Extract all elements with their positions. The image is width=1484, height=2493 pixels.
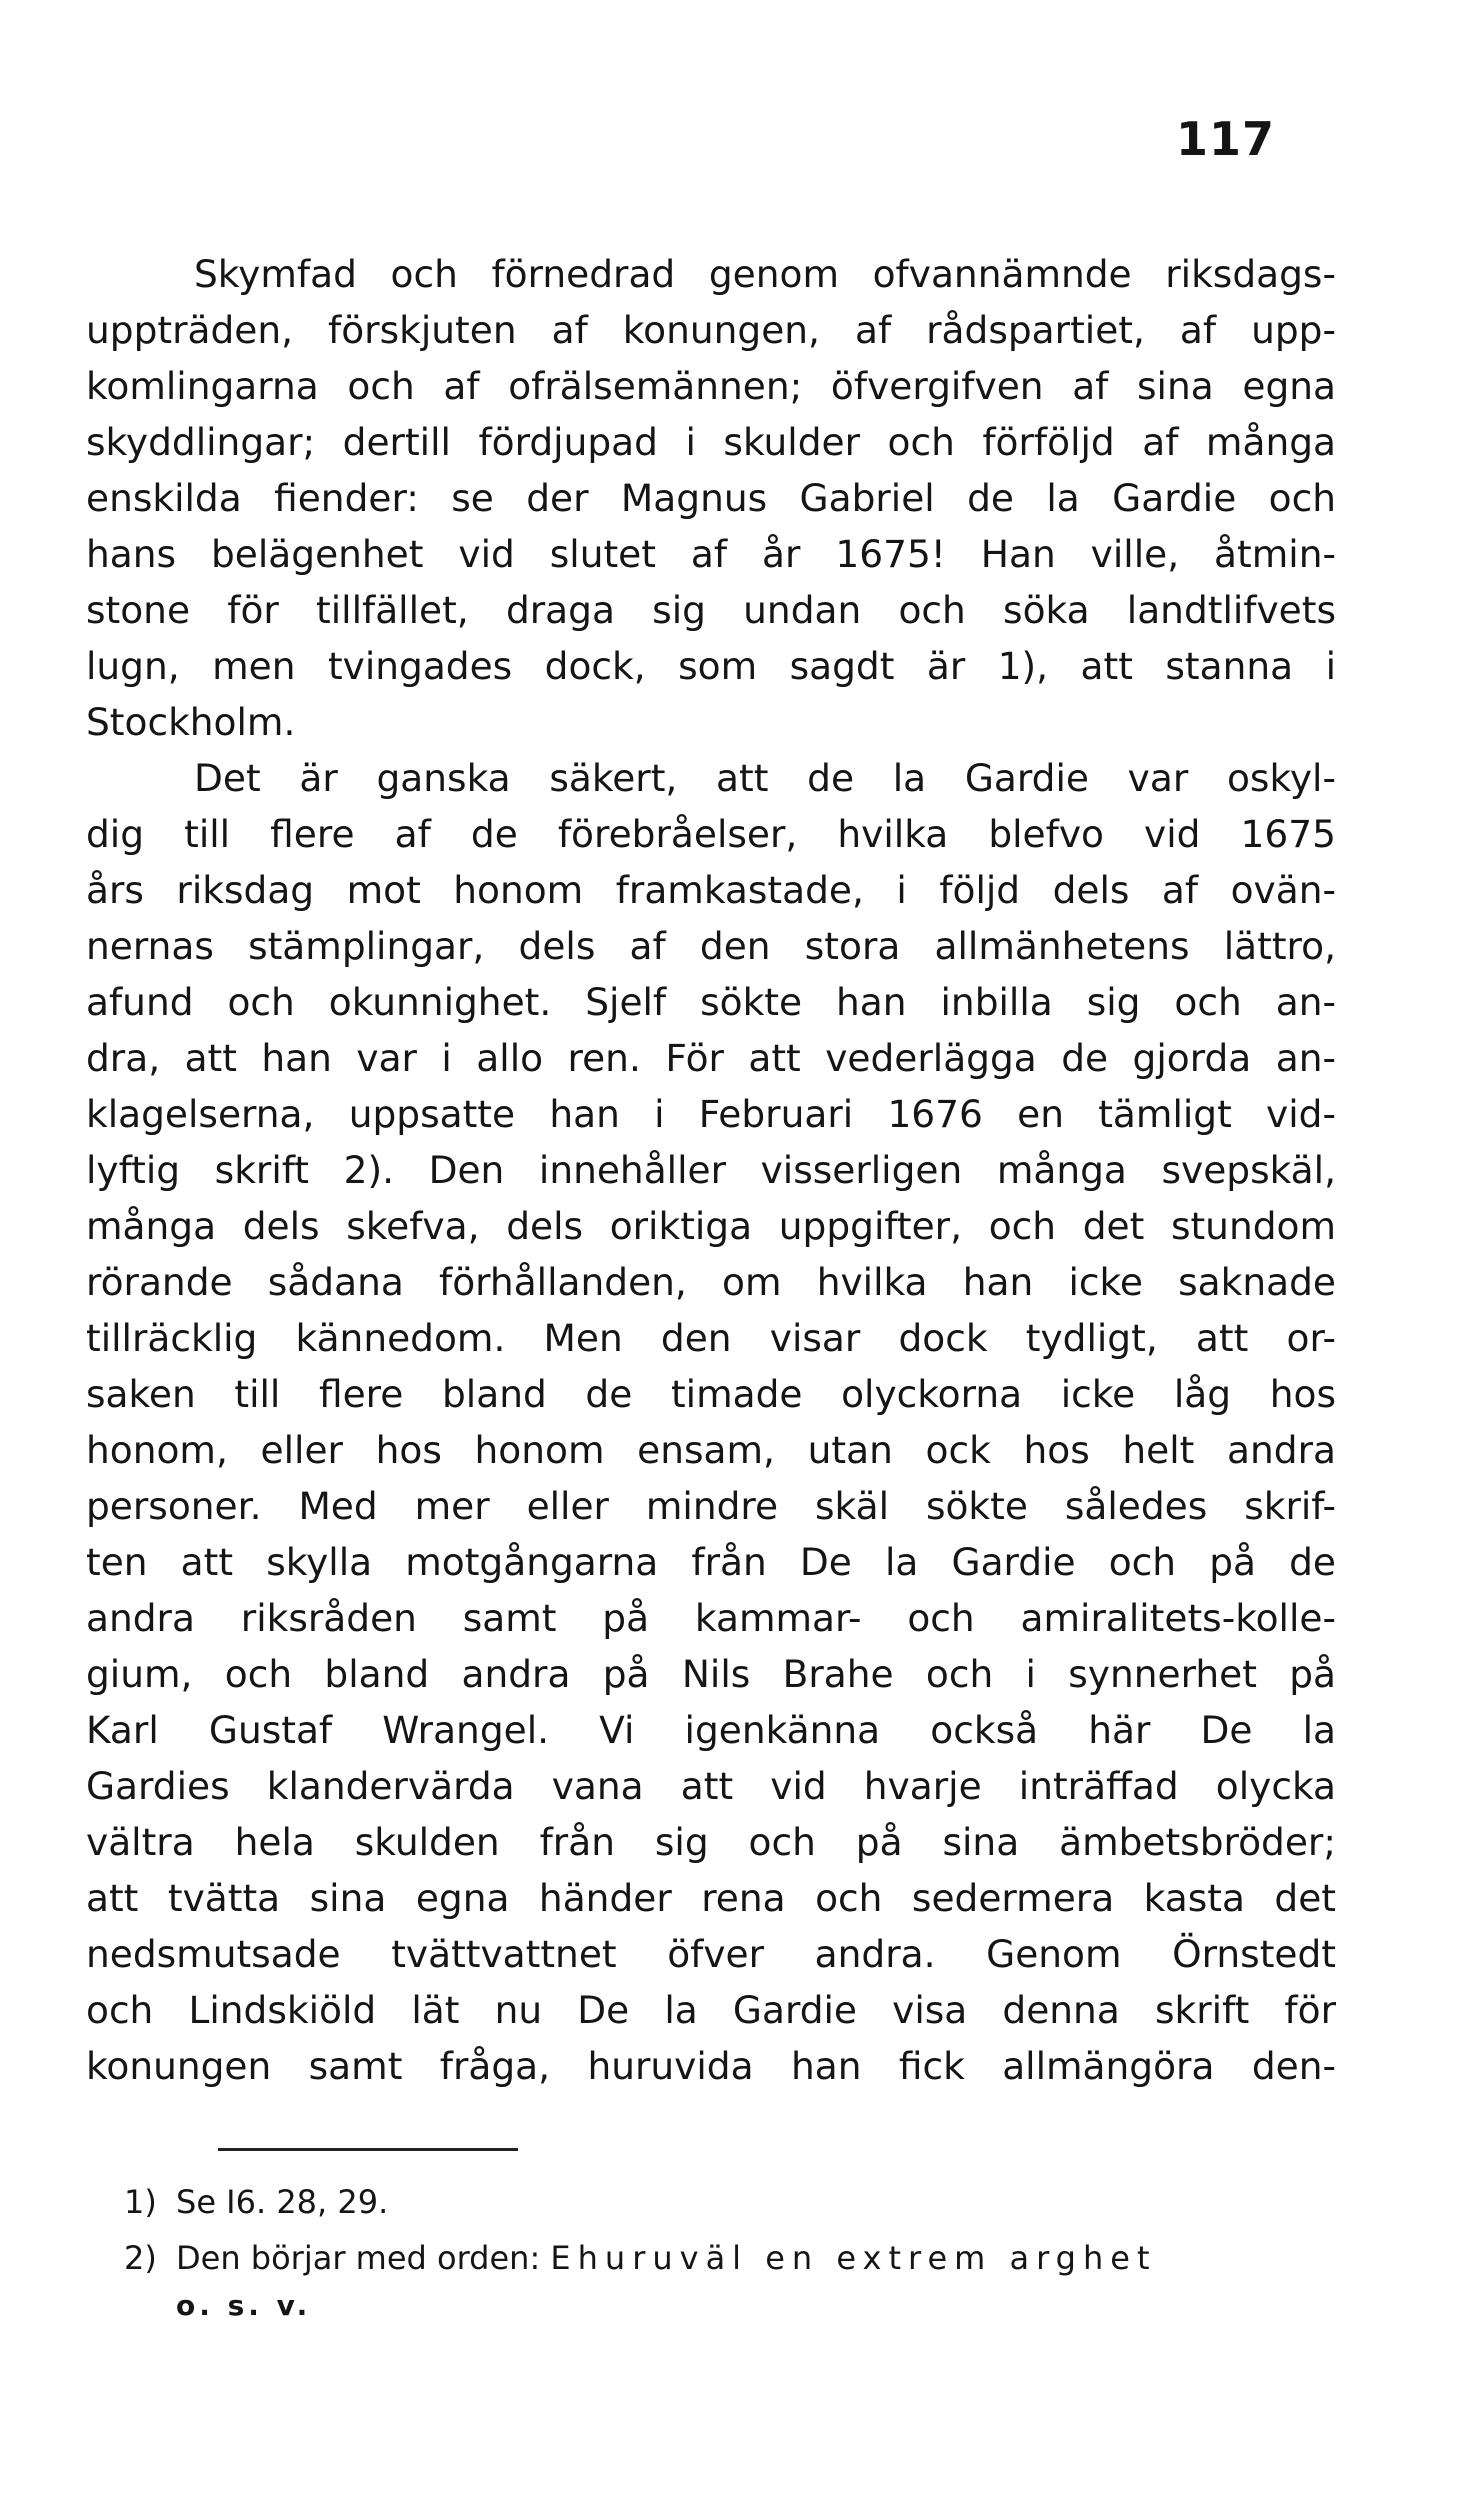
text-line: klagelserna, uppsatte han i Februari 1676 en tämligt vid-	[86, 1092, 1336, 1136]
footnote-continuation: o. s. v.	[176, 2289, 312, 2322]
text-line: saken till flere bland de timade olyckorna icke låg hos	[86, 1372, 1336, 1416]
footnote-quote: Ehuruväl en extrem arghet	[550, 2239, 1157, 2277]
text-line: års riksdag mot honom framkastade, i följd dels af ovän-	[86, 868, 1336, 912]
text-line: lugn, men tvingades dock, som sagdt är 1), att stanna i	[86, 644, 1336, 688]
text-line: Det är ganska säkert, att de la Gardie var oskyl-	[194, 756, 1336, 800]
text-line: Gardies klandervärda vana att vid hvarje inträffad olycka	[86, 1764, 1336, 1808]
footnotes	[124, 2174, 1334, 2326]
body-text	[86, 246, 1336, 2094]
text-line: enskilda fiender: se der Magnus Gabriel de la Gardie och	[86, 476, 1336, 520]
text-line: tillräcklig kännedom. Men den visar dock tydligt, att or-	[86, 1316, 1336, 1360]
text-line: skyddlingar; dertill fördjupad i skulder och förföljd af många	[86, 420, 1336, 464]
text-line: Karl Gustaf Wrangel. Vi igenkänna också här De la	[86, 1708, 1336, 1752]
footnote-divider	[218, 2148, 518, 2151]
footnote-mark: 1)	[124, 2183, 157, 2221]
footnote-lead: Den börjar med orden:	[176, 2239, 541, 2277]
text-line: konungen samt fråga, huruvida han fick allmängöra den-	[86, 2044, 1336, 2088]
text-line: hans belägenhet vid slutet af år 1675! Han ville, åtmin-	[86, 532, 1336, 576]
text-line: personer. Med mer eller mindre skäl sökte således skrif-	[86, 1484, 1336, 1528]
footnote-1	[124, 2174, 1334, 2230]
text-line: och Lindskiöld lät nu De la Gardie visa denna skrift för	[86, 1988, 1336, 2032]
text-line: dig till flere af de förebråelser, hvilka blefvo vid 1675	[86, 812, 1336, 856]
text-line: andra riksråden samt på kammar- och amiralitets-kolle-	[86, 1596, 1336, 1640]
text-line: gium, och bland andra på Nils Brahe och i synnerhet på	[86, 1652, 1336, 1696]
text-line: vältra hela skulden från sig och på sina ämbetsbröder;	[86, 1820, 1336, 1864]
text-line: lyftig skrift 2). Den innehåller visserligen många svepskäl,	[86, 1148, 1336, 1192]
text-line: honom, eller hos honom ensam, utan ock hos helt andra	[86, 1428, 1336, 1472]
text-line: uppträden, förskjuten af konungen, af rådspartiet, af upp-	[86, 308, 1336, 352]
text-line: nernas stämplingar, dels af den stora allmänhetens lättro,	[86, 924, 1336, 968]
text-line: dra, att han var i allo ren. För att vederlägga de gjorda an-	[86, 1036, 1336, 1080]
page-number: 117	[1176, 112, 1276, 166]
footnote-mark: 2)	[124, 2239, 157, 2277]
text-line: att tvätta sina egna händer rena och sedermera kasta det	[86, 1876, 1336, 1920]
text-line: rörande sådana förhållanden, om hvilka han icke saknade	[86, 1260, 1336, 1304]
text-line: Skymfad och förnedrad genom ofvannämnde riksdags-	[194, 252, 1336, 296]
text-line: komlingarna och af ofrälsemännen; öfvergifven af sina egna	[86, 364, 1336, 408]
text-line: afund och okunnighet. Sjelf sökte han inbilla sig och an-	[86, 980, 1336, 1024]
text-line: Stockholm.	[86, 700, 296, 744]
footnote-text: Se I6. 28, 29.	[176, 2183, 389, 2221]
text-line: ten att skylla motgångarna från De la Gardie och på de	[86, 1540, 1336, 1584]
footnote-2	[124, 2230, 1334, 2286]
text-line: nedsmutsade tvättvattnet öfver andra. Genom Örnstedt	[86, 1932, 1336, 1976]
text-line: stone för tillfället, draga sig undan och söka landtlifvets	[86, 588, 1336, 632]
text-line: många dels skefva, dels oriktiga uppgifter, och det stundom	[86, 1204, 1336, 1248]
